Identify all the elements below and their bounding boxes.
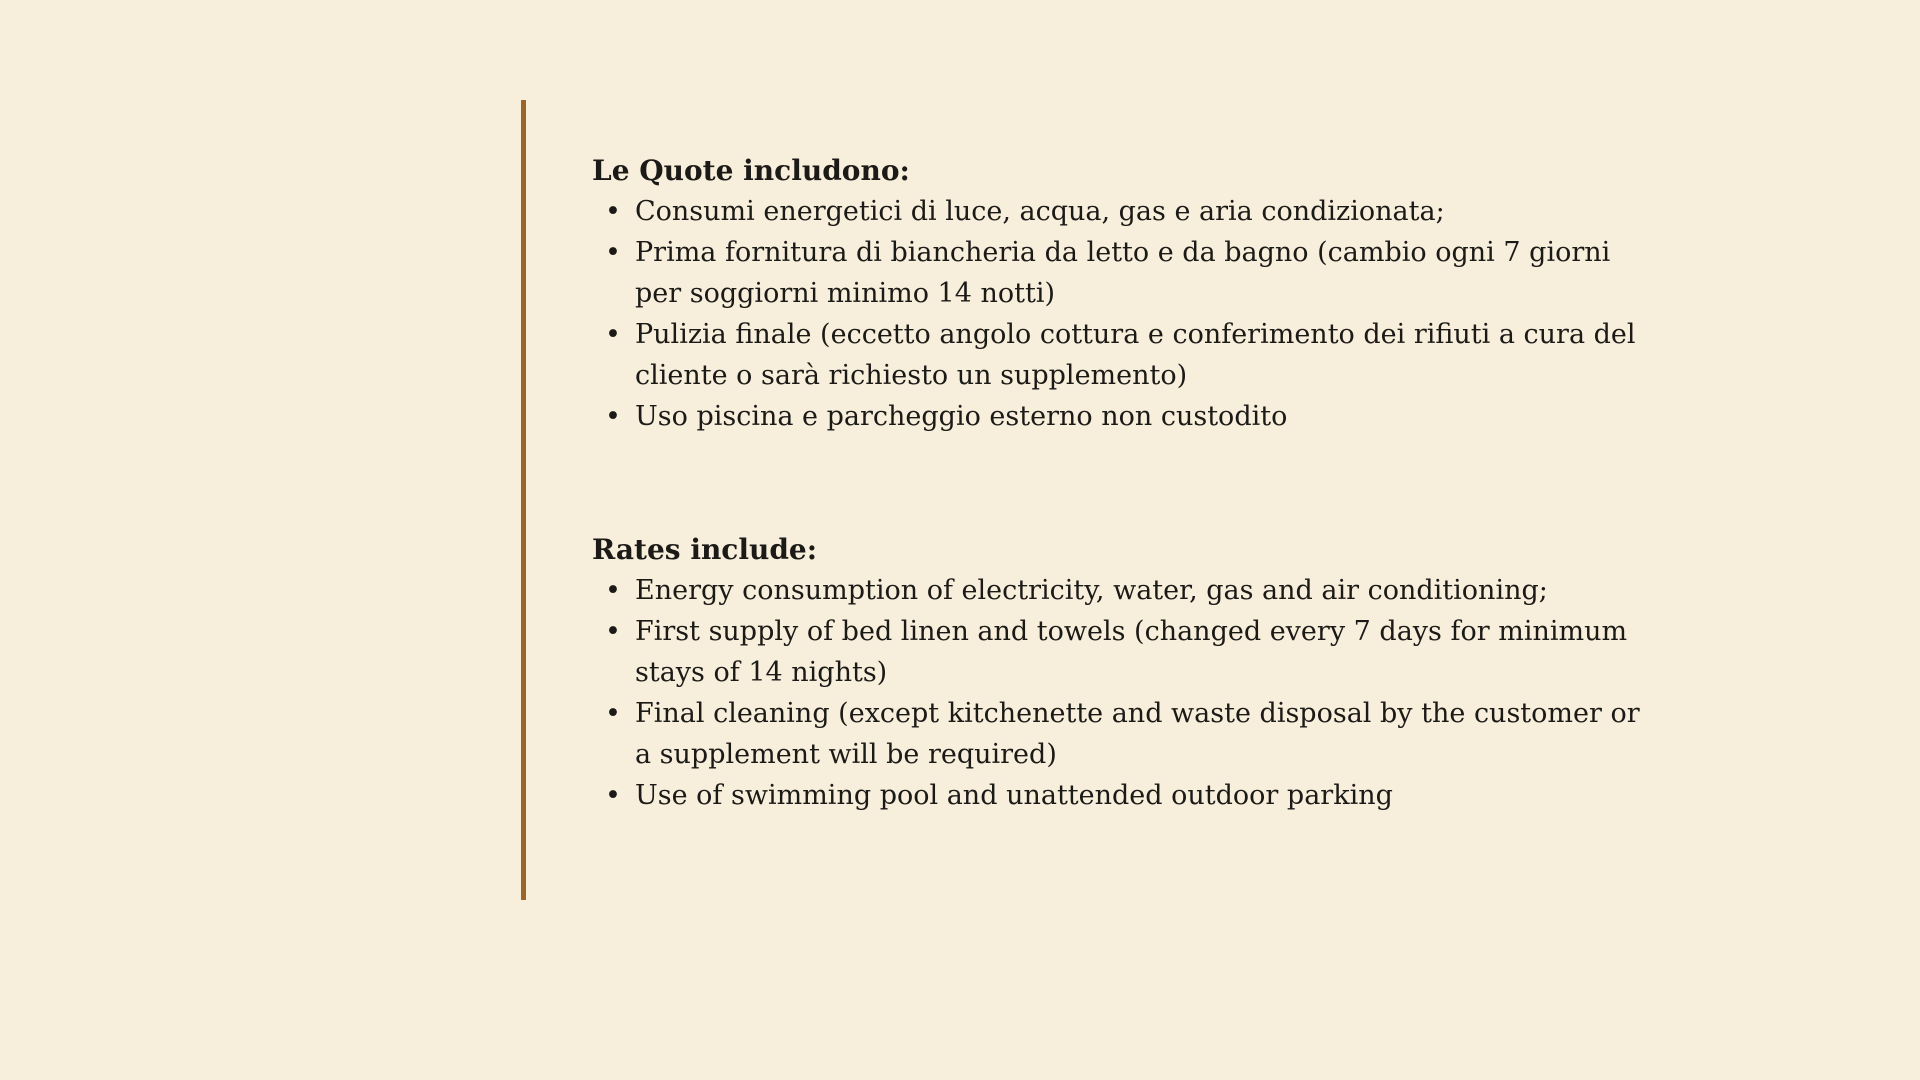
italian-rates-section	[592, 150, 1652, 437]
rates-content	[592, 150, 1652, 816]
list-item	[592, 775, 1652, 816]
bullet-icon: •	[605, 616, 621, 647]
italian-inclusions-list	[592, 191, 1652, 437]
list-item	[592, 191, 1652, 232]
list-item	[592, 693, 1652, 775]
list-item-text: Prima fornitura di biancheria da letto e da bagno (cambio ogni 7 giorni per soggiorni minimo 14 notti)	[635, 237, 1611, 309]
section-spacer	[592, 437, 1652, 529]
bullet-icon: •	[605, 319, 621, 350]
list-item	[592, 396, 1652, 437]
bullet-icon: •	[605, 196, 621, 227]
bullet-icon: •	[605, 575, 621, 606]
bullet-icon: •	[605, 698, 621, 729]
list-item-text: Final cleaning (except kitchenette and waste disposal by the customer or a supplement will be required)	[635, 698, 1640, 770]
list-item-text: Energy consumption of electricity, water, gas and air conditioning;	[635, 575, 1548, 606]
list-item	[592, 314, 1652, 396]
bullet-icon: •	[605, 237, 621, 268]
vertical-accent-rule	[521, 100, 526, 900]
list-item-text: First supply of bed linen and towels (changed every 7 days for minimum stays of 14 nights)	[635, 616, 1628, 688]
list-item	[592, 611, 1652, 693]
list-item-text: Pulizia finale (eccetto angolo cottura e conferimento dei rifiuti a cura del cliente o sarà richiesto un supplemento)	[635, 319, 1636, 391]
list-item-text: Use of swimming pool and unattended outdoor parking	[635, 780, 1393, 811]
english-section-title: Rates include:	[592, 533, 818, 566]
bullet-icon: •	[605, 780, 621, 811]
list-item-text: Uso piscina e parcheggio esterno non custodito	[635, 401, 1288, 432]
italian-section-title: Le Quote includono:	[592, 154, 910, 187]
list-item	[592, 232, 1652, 314]
list-item	[592, 570, 1652, 611]
bullet-icon: •	[605, 401, 621, 432]
english-rates-section	[592, 529, 1652, 816]
english-inclusions-list	[592, 570, 1652, 816]
list-item-text: Consumi energetici di luce, acqua, gas e aria condizionata;	[635, 196, 1445, 227]
